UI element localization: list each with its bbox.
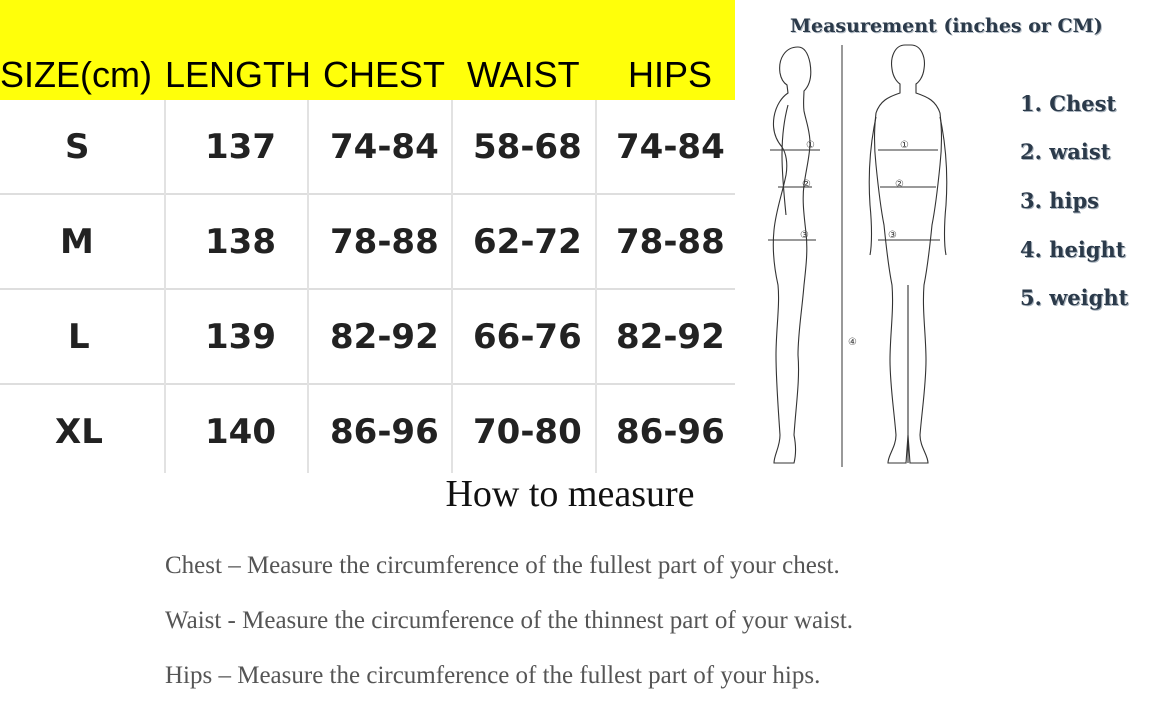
cell-chest: 78-88 (330, 222, 439, 262)
column-divider (451, 100, 453, 473)
header-length: LENGTH (165, 54, 312, 95)
cell-length: 140 (205, 412, 276, 452)
measurement-item-waist: 2. waist (1020, 139, 1111, 164)
cell-size: S (65, 127, 90, 167)
marker-1: ① (900, 140, 909, 151)
cell-waist: 62-72 (473, 222, 582, 262)
measurement-item-hips: 3. hips (1020, 188, 1099, 213)
measurement-item-height: 4. height (1020, 237, 1126, 262)
cell-size: M (60, 222, 94, 262)
back-view-figure (869, 45, 947, 463)
cell-hips: 74-84 (616, 127, 725, 167)
marker-3: ③ (888, 230, 897, 241)
cell-size: XL (55, 412, 103, 452)
cell-length: 138 (205, 222, 276, 262)
header-waist: WAIST (467, 54, 580, 95)
column-divider (307, 100, 309, 473)
cell-length: 139 (205, 317, 276, 357)
cell-waist: 66-76 (473, 317, 582, 357)
measurement-item-weight: 5. weight (1020, 285, 1129, 310)
column-divider (595, 100, 597, 473)
figure-title: Measurement (inches or CM) (790, 15, 1103, 37)
how-to-title: How to measure (445, 473, 695, 515)
side-view-figure (773, 47, 811, 463)
header-chest: CHEST (323, 54, 446, 95)
marker-3: ③ (800, 230, 809, 241)
instruction-hips: Hips – Measure the circumference of the fullest part of your hips. (165, 662, 821, 689)
cell-hips: 82-92 (616, 317, 725, 357)
measurement-item-chest: 1. Chest (1020, 91, 1117, 116)
marker-4: ④ (848, 337, 857, 348)
cell-chest: 86-96 (330, 412, 439, 452)
header-size: SIZE(cm) (0, 54, 152, 95)
marker-2: ② (895, 179, 904, 190)
column-divider (164, 100, 166, 473)
instruction-chest: Chest – Measure the circumference of the fullest part of your chest. (165, 552, 840, 579)
cell-waist: 58-68 (473, 127, 582, 167)
cell-chest: 82-92 (330, 317, 439, 357)
header-hips: HIPS (628, 54, 713, 95)
marker-1: ① (806, 140, 815, 151)
instruction-waist: Waist - Measure the circumference of the thinnest part of your waist. (165, 607, 854, 634)
body-measurement-illustration (760, 35, 960, 467)
cell-hips: 86-96 (616, 412, 725, 452)
cell-waist: 70-80 (473, 412, 582, 452)
cell-length: 137 (205, 127, 276, 167)
cell-hips: 78-88 (616, 222, 725, 262)
marker-2: ② (802, 179, 811, 190)
cell-chest: 74-84 (330, 127, 439, 167)
cell-size: L (68, 317, 90, 357)
